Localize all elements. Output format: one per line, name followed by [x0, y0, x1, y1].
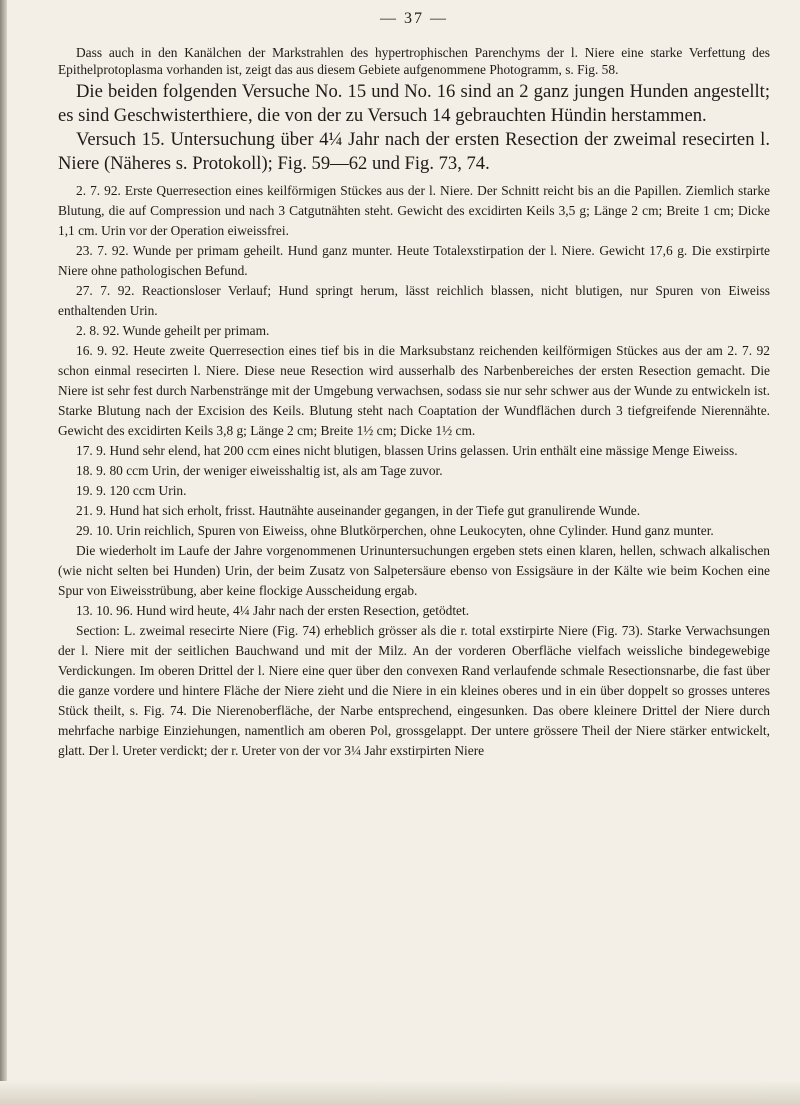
protocol-entry: 18. 9. 80 ccm Urin, der weniger eiweisshaltig ist, als am Tage zuvor.: [76, 463, 443, 478]
experiment-15-heading: Versuch 15. Untersuchung über 4¼ Jahr nach der ersten Resection der zweimal resecirten l. Niere (Näheres s. Protokoll); Fig. 59—62 und Fig. 73, 74.: [58, 129, 770, 174]
protocol-entry: 21. 9. Hund hat sich erholt, frisst. Hautnähte auseinander gegangen, in der Tiefe gut granulirende Wunde.: [76, 503, 641, 518]
urine-examination-paragraph: Die wiederholt im Laufe der Jahre vorgenommenen Urinuntersuchungen ergeben stets einen klaren, hellen, schwach alkalischen (wie nicht selten bei Hunden) Urin, der beim Zusatz von Salpetersäure ebenso von Essigsäure in der Kälte wie beim Kochen eine Spur von Eiweisstrübung, aber keine flockige Ausscheidung ergab.: [58, 543, 770, 598]
protocol-entry: 17. 9. Hund sehr elend, hat 200 ccm eines nicht blutigen, blassen Urins gelassen. Urin enthält eine mässige Menge Eiweiss.: [76, 443, 738, 458]
page-number: — 37 —: [380, 10, 448, 27]
section-findings-paragraph: Section: L. zweimal resecirte Niere (Fig. 74) erheblich grösser als die r. total exstirpirte Niere (Fig. 73). Starke Verwachsungen der l. Niere mit der seitlichen Bauchwand und mit der Milz. An der vorderen Oberfläche vielfach weissliche bindegewebige Verdickungen. Im oberen Drittel der l. Niere eine quer über den convexen Rand verlaufende schmale Resectionsnarbe, die fast über die ganze vordere und hintere Fläche der Niere zieht und die Niere in ein kleines oberes und in ein über doppelt so grosses unteres Stück theilt, s. Fig. 74. Die Nierenoberfläche, der Narbe entsprechend, eingesunken. Das obere kleinere Drittel der Niere durch mehrfache narbige Einziehungen, namentlich am oberen Pol, grossgelappt. Der untere grössere Theil der Niere stärker entwickelt, glatt. Der l. Ureter verdickt; der r. Ureter von der vor 3¼ Jahr exstirpirten Niere: [58, 623, 770, 758]
page-bottom-edge-shadow: [0, 1081, 800, 1105]
book-page: [58, 10, 770, 761]
page-left-edge-shadow: [0, 0, 7, 1105]
protocol-entry: 2. 7. 92. Erste Querresection eines keilförmigen Stückes aus der l. Niere. Der Schnitt reicht bis an die Papillen. Ziemlich starke Blutung, die auf Compression und nach 3 Catgutnähten steht. Gewicht des excidirten Keils 3,5 g; Länge 2 cm; Breite 1 cm; Dicke 1,1 cm. Urin vor der Operation eiweissfrei.: [58, 183, 770, 238]
protocol-entry: 13. 10. 96. Hund wird heute, 4¼ Jahr nach der ersten Resection, getödtet.: [76, 603, 470, 618]
protocol-entry: 16. 9. 92. Heute zweite Querresection eines tief bis in die Marksubstanz reichenden keilförmigen Stückes aus der am 2. 7. 92 schon einmal resecirten l. Niere. Diese neue Resection wird ausserhalb des Narbenbereiches der ersten Resection gemacht. Die Niere ist sehr fest durch Narbenstränge mit der Umgebung verwachsen, sodass sie nur sehr schwer aus der Wunde zu entwickeln ist. Starke Blutung nach der Excision des Keils. Blutung steht nach Coaptation der Wundflächen durch 3 tiefgreifende Nierennähte. Gewicht des excidirten Keils 3,8 g; Länge 2 cm; Breite 1½ cm; Dicke 1½ cm.: [58, 343, 770, 438]
protocol-entry: 19. 9. 120 ccm Urin.: [76, 483, 187, 498]
protocol-entry: 29. 10. Urin reichlich, Spuren von Eiweiss, ohne Blutkörperchen, ohne Leukocyten, ohne Cylinder. Hund ganz munter.: [76, 523, 714, 538]
protocol-entry: 27. 7. 92. Reactionsloser Verlauf; Hund springt herum, lässt reichlich blassen, nicht blutigen, nur Spuren von Eiweiss enthaltenden Urin.: [58, 283, 770, 318]
paragraph-experiments-intro: Die beiden folgenden Versuche No. 15 und No. 16 sind an 2 ganz jungen Hunden angestellt; es sind Geschwisterthiere, die von der zu Versuch 14 gebrauchten Hündin herstammen.: [58, 81, 770, 126]
protocol-entry: 2. 8. 92. Wunde geheilt per primam.: [76, 323, 270, 338]
paragraph-fatty-degeneration: Dass auch in den Kanälchen der Markstrahlen des hypertrophischen Parenchyms der l. Niere eine starke Verfettung des Epithelprotoplasma vorhanden ist, zeigt das aus diesem Gebiete aufgenommene Photogramm, s. Fig. 58.: [58, 45, 770, 77]
protocol-entry: 23. 7. 92. Wunde per primam geheilt. Hund ganz munter. Heute Totalexstirpation der l. Niere. Gewicht 17,6 g. Die exstirpirte Niere ohne pathologischen Befund.: [58, 243, 770, 278]
